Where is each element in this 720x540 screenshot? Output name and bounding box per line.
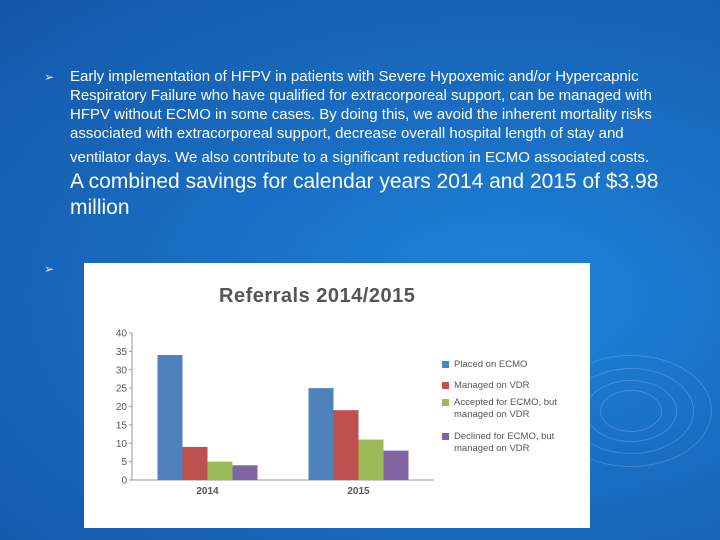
arrow-bullet-icon: ➢ [44,70,55,84]
x-tick-label: 2015 [347,486,370,497]
bar-chart [84,263,590,528]
legend-swatch [442,399,449,406]
bar-2015-series-1 [309,388,334,480]
legend-swatch [442,382,449,389]
bar-2014-series-3 [208,462,233,480]
bullet-paragraph [70,67,660,221]
legend-swatch [442,433,449,440]
legend-label: Declined for ECMO, but [454,431,555,442]
y-tick-label: 15 [115,420,127,432]
chart-image [84,263,590,528]
y-tick-label: 35 [115,346,127,358]
bar-2014-series-2 [183,447,208,480]
chart-title: Referrals 2014/2015 [219,285,416,307]
y-tick-label: 10 [115,438,127,450]
bar-2015-series-2 [334,410,359,480]
y-tick-label: 30 [115,365,127,377]
y-tick-label: 20 [115,402,127,413]
x-tick-label: 2014 [196,486,219,497]
bullet-text-main: Early implementation of HFPV in patients with Severe Hypoxemic and/or Hypercapnic Respiratory Failure who have qualified for extracorporeal support, can be managed with HFPV without ECMO in some cases. By doing this, we avoid the inherent mortality risks associated with extracorporeal support, decrease overall hospital length of stay and ventilator days. We also contribute to a significant reduction in ECMO associated costs. [70,68,652,166]
bar-2015-series-4 [384,451,409,480]
bar-2014-series-4 [233,465,258,480]
arrow-bullet-icon: ➢ [44,262,55,276]
bar-2014-series-1 [158,355,183,480]
y-tick-label: 0 [121,475,127,487]
legend-label: Placed on ECMO [454,359,528,370]
y-tick-label: 40 [115,328,127,340]
legend-label-cont: managed on VDR [454,409,530,420]
bar-2015-series-3 [359,440,384,480]
legend-label-cont: managed on VDR [454,443,530,454]
y-tick-label: 5 [121,457,127,469]
y-tick-label: 25 [115,383,127,395]
bullet-text-savings: A combined savings for calendar years 2014 and 2015 of $3.98 million [70,170,659,219]
legend-label: Managed on VDR [454,380,530,391]
legend-label: Accepted for ECMO, but [454,397,557,408]
legend-swatch [442,361,449,368]
